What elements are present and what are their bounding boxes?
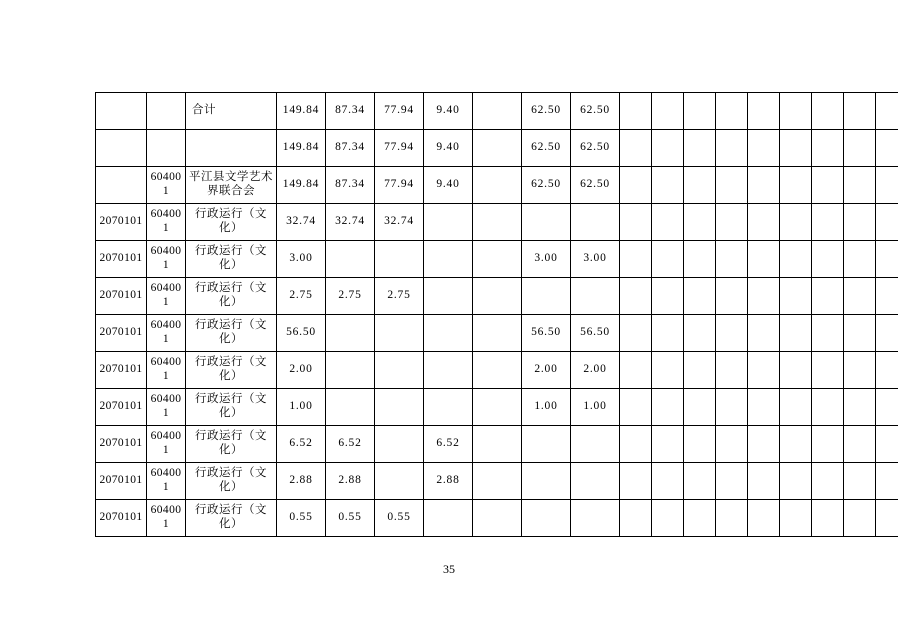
cell-value [522,278,571,315]
cell-value [780,130,812,167]
cell-value [375,463,424,500]
cell-value [620,130,652,167]
cell-value [652,463,684,500]
cell-value [876,500,898,537]
cell-value [780,241,812,278]
cell-functional-code: 2070101 [96,204,147,241]
cell-value [473,241,522,278]
cell-value: 2.88 [326,463,375,500]
cell-value [652,204,684,241]
cell-value [812,315,844,352]
table-row [96,352,898,389]
cell-value: 9.40 [424,130,473,167]
cell-value [844,130,876,167]
cell-value [748,352,780,389]
cell-department-code: 604001 [147,241,186,278]
cell-value [620,241,652,278]
cell-value: 149.84 [277,93,326,130]
cell-value: 62.50 [571,167,620,204]
cell-value [684,426,716,463]
cell-value [652,426,684,463]
cell-value [780,352,812,389]
cell-value [684,389,716,426]
cell-department-code: 604001 [147,204,186,241]
table-row [96,463,898,500]
cell-value [844,167,876,204]
cell-functional-code: 2070101 [96,389,147,426]
cell-value [620,278,652,315]
cell-value [684,500,716,537]
cell-functional-code: 2070101 [96,315,147,352]
cell-value [780,278,812,315]
cell-value [812,352,844,389]
cell-value [748,130,780,167]
cell-value [748,315,780,352]
cell-value: 149.84 [277,130,326,167]
cell-value [620,352,652,389]
cell-value: 2.00 [571,352,620,389]
cell-functional-code [96,130,147,167]
cell-value [876,278,898,315]
cell-value [876,167,898,204]
cell-value [812,130,844,167]
cell-value [716,500,748,537]
cell-value [326,352,375,389]
cell-value [424,500,473,537]
cell-value [652,500,684,537]
cell-value [812,204,844,241]
cell-functional-code [96,167,147,204]
cell-value [375,389,424,426]
cell-value [844,93,876,130]
cell-value [424,241,473,278]
cell-value: 77.94 [375,93,424,130]
table-row [96,130,898,167]
cell-value: 0.55 [375,500,424,537]
budget-table [95,92,898,537]
cell-value [684,167,716,204]
cell-value [876,315,898,352]
cell-value [473,426,522,463]
cell-value [652,167,684,204]
table-row [96,167,898,204]
cell-value [522,500,571,537]
cell-value [571,426,620,463]
cell-item-name [186,130,277,167]
cell-value: 87.34 [326,167,375,204]
cell-value [375,426,424,463]
cell-value: 6.52 [277,426,326,463]
cell-value [716,352,748,389]
cell-value: 62.50 [522,93,571,130]
cell-value [522,204,571,241]
cell-value [812,241,844,278]
cell-value [812,426,844,463]
cell-value [473,500,522,537]
cell-value [716,93,748,130]
cell-value [424,352,473,389]
cell-value [473,167,522,204]
table-row [96,93,898,130]
cell-functional-code: 2070101 [96,241,147,278]
cell-value [812,278,844,315]
cell-value [326,315,375,352]
cell-value: 0.55 [326,500,375,537]
cell-department-code: 604001 [147,352,186,389]
cell-value: 2.75 [375,278,424,315]
cell-value [424,315,473,352]
cell-value: 6.52 [326,426,375,463]
cell-item-name: 行政运行（文化） [186,278,277,315]
table-row [96,500,898,537]
cell-value [716,130,748,167]
cell-department-code: 604001 [147,278,186,315]
table-row [96,204,898,241]
cell-value: 62.50 [571,130,620,167]
cell-value [473,463,522,500]
cell-value: 1.00 [571,389,620,426]
cell-value [844,278,876,315]
cell-item-name: 行政运行（文化） [186,389,277,426]
cell-value: 2.00 [277,352,326,389]
table-row [96,241,898,278]
cell-value [684,315,716,352]
cell-value [812,93,844,130]
table-row [96,315,898,352]
cell-value [876,389,898,426]
cell-value: 9.40 [424,167,473,204]
cell-value [424,389,473,426]
cell-value: 2.88 [424,463,473,500]
cell-value: 77.94 [375,130,424,167]
cell-value [684,352,716,389]
cell-value [620,315,652,352]
cell-department-code: 604001 [147,500,186,537]
cell-value [748,93,780,130]
cell-value [876,352,898,389]
cell-value [473,204,522,241]
cell-value [780,93,812,130]
cell-value [620,167,652,204]
cell-value [571,463,620,500]
cell-value: 32.74 [375,204,424,241]
cell-value [716,278,748,315]
cell-value [652,352,684,389]
cell-value [844,352,876,389]
cell-value [844,241,876,278]
cell-value [571,500,620,537]
cell-value [748,389,780,426]
cell-value [652,389,684,426]
cell-value: 62.50 [522,130,571,167]
cell-value: 56.50 [571,315,620,352]
cell-functional-code: 2070101 [96,463,147,500]
cell-value [716,463,748,500]
cell-value [375,241,424,278]
cell-value [780,204,812,241]
cell-value: 1.00 [522,389,571,426]
cell-value [375,315,424,352]
cell-value [652,93,684,130]
cell-item-name: 行政运行（文化） [186,426,277,463]
cell-value: 0.55 [277,500,326,537]
cell-value [424,204,473,241]
cell-value [473,93,522,130]
cell-value [780,426,812,463]
cell-value: 77.94 [375,167,424,204]
cell-value [716,204,748,241]
cell-value [844,315,876,352]
cell-value [748,426,780,463]
cell-value [748,204,780,241]
cell-value [748,167,780,204]
cell-value [780,167,812,204]
cell-value: 62.50 [522,167,571,204]
cell-value [780,463,812,500]
cell-value [620,204,652,241]
cell-value [684,278,716,315]
cell-value [620,426,652,463]
cell-value [876,130,898,167]
cell-value [812,167,844,204]
cell-value [876,463,898,500]
cell-value [571,278,620,315]
cell-item-name: 行政运行（文化） [186,463,277,500]
cell-value [716,241,748,278]
cell-value [684,204,716,241]
cell-value [620,389,652,426]
cell-item-name: 行政运行（文化） [186,315,277,352]
cell-value [716,315,748,352]
cell-value [844,500,876,537]
cell-value: 3.00 [571,241,620,278]
cell-value [748,500,780,537]
cell-value: 149.84 [277,167,326,204]
cell-department-code [147,130,186,167]
cell-department-code: 604001 [147,426,186,463]
cell-value [375,352,424,389]
table-row [96,426,898,463]
cell-value [716,426,748,463]
cell-value: 32.74 [277,204,326,241]
cell-value [684,463,716,500]
cell-item-name: 行政运行（文化） [186,241,277,278]
cell-value: 3.00 [522,241,571,278]
cell-value [748,241,780,278]
cell-value: 6.52 [424,426,473,463]
cell-value: 2.75 [326,278,375,315]
cell-value [620,93,652,130]
cell-value [748,463,780,500]
cell-value [684,93,716,130]
cell-value [812,500,844,537]
cell-value [522,426,571,463]
cell-value [522,463,571,500]
cell-value [844,389,876,426]
cell-value: 56.50 [277,315,326,352]
cell-value: 2.88 [277,463,326,500]
cell-value [812,463,844,500]
cell-functional-code: 2070101 [96,278,147,315]
cell-value [652,278,684,315]
cell-value [473,315,522,352]
cell-value: 2.00 [522,352,571,389]
budget-table-container [95,92,803,537]
cell-value [844,463,876,500]
cell-value [780,500,812,537]
budget-table-body [96,93,898,537]
cell-value [424,278,473,315]
table-row [96,389,898,426]
cell-item-name: 行政运行（文化） [186,352,277,389]
cell-value [780,389,812,426]
cell-value [716,389,748,426]
cell-value [876,204,898,241]
cell-item-name: 行政运行（文化） [186,204,277,241]
cell-value [876,241,898,278]
cell-value [620,463,652,500]
cell-value [748,278,780,315]
cell-value [473,389,522,426]
cell-functional-code: 2070101 [96,500,147,537]
cell-functional-code [96,93,147,130]
cell-value [473,130,522,167]
cell-item-name: 合计 [186,93,277,130]
cell-department-code: 604001 [147,315,186,352]
cell-value [844,204,876,241]
cell-functional-code: 2070101 [96,352,147,389]
cell-value [812,389,844,426]
cell-value [473,278,522,315]
cell-value [652,130,684,167]
page-number: 35 [443,562,455,576]
cell-department-code: 604001 [147,463,186,500]
cell-value: 56.50 [522,315,571,352]
cell-department-code [147,93,186,130]
cell-value [684,241,716,278]
cell-value: 87.34 [326,93,375,130]
cell-value: 9.40 [424,93,473,130]
cell-value: 3.00 [277,241,326,278]
cell-item-name: 平江县文学艺术界联合会 [186,167,277,204]
cell-value: 1.00 [277,389,326,426]
cell-value: 2.75 [277,278,326,315]
cell-value [571,204,620,241]
cell-item-name: 行政运行（文化） [186,500,277,537]
cell-value [716,167,748,204]
cell-value [652,315,684,352]
cell-department-code: 604001 [147,389,186,426]
cell-value: 62.50 [571,93,620,130]
cell-value [876,93,898,130]
cell-value [326,389,375,426]
cell-value [844,426,876,463]
cell-value [652,241,684,278]
cell-value: 32.74 [326,204,375,241]
cell-department-code: 604001 [147,167,186,204]
cell-value [473,352,522,389]
cell-value [780,315,812,352]
cell-value: 87.34 [326,130,375,167]
cell-value [876,426,898,463]
cell-value [620,500,652,537]
cell-value [684,130,716,167]
table-row [96,278,898,315]
cell-value [326,241,375,278]
cell-functional-code: 2070101 [96,426,147,463]
